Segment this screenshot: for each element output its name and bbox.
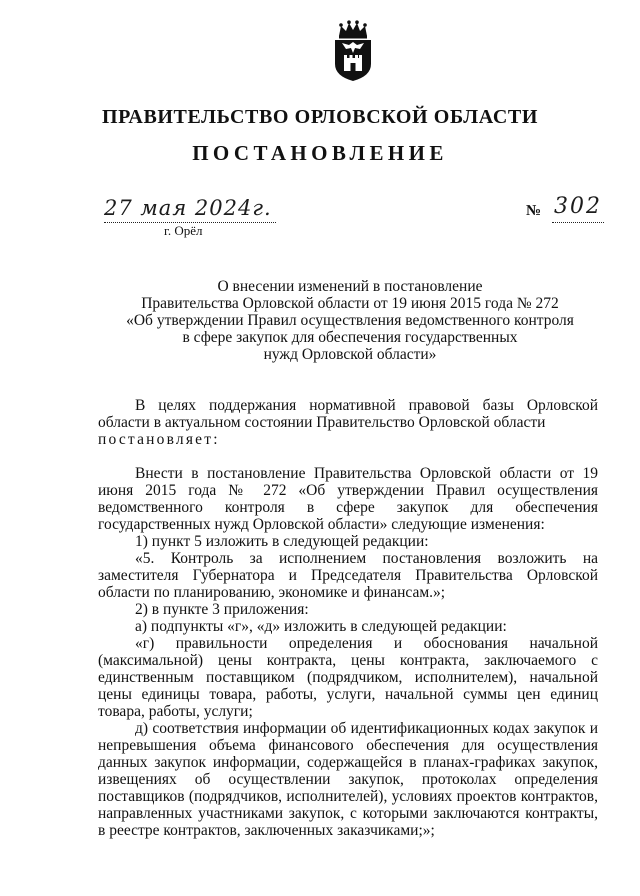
- item-1-paragraph: 1) пункт 5 изложить в следующей редакции:: [135, 533, 429, 550]
- subject-line: О внесении изменений в постановление: [217, 278, 483, 295]
- government-title: ПРАВИТЕЛЬСТВО ОРЛОВСКОЙ ОБЛАСТИ: [102, 106, 538, 128]
- preamble-paragraph: В целях поддержания нормативной правовой базы Орловской области в актуальном состоянии Правительство Орловской области: [98, 397, 598, 431]
- item-1-text-paragraph: «5. Контроль за исполнением постановления возложить на заместителя Губернатора и Председателя Правительства Орловской области по планированию, экономике и финансам.»;: [98, 550, 598, 601]
- document-subject: [95, 278, 605, 363]
- subitem-g-paragraph: «г) правильности определения и обоснования начальной (максимальной) цены контракта, цены контракта, заключаемого с единственным поставщиком (подрядчиком, исполнителем), начальной цены единицы товара, работы, услуги, начальной суммы цен единиц товара, работы, услуги;: [98, 635, 598, 720]
- resolution-word: постановляет:: [98, 431, 220, 448]
- subject-line: в сфере закупок для обеспечения государственных: [182, 329, 518, 346]
- handwritten-date: 27 мая 2024г.: [104, 196, 272, 220]
- amendment-intro-paragraph: Внести в постановление Правительства Орловской области от 19 июня 2015 года № 272 «Об утверждении Правил осуществления ведомственного контроля в сфере закупок для обеспечения государственных нужд Орловской области» следующие изменения:: [98, 465, 598, 533]
- coat-of-arms-icon: [331, 20, 375, 82]
- handwritten-number: 302: [554, 194, 602, 219]
- subitem-a-paragraph: а) подпункты «г», «д» изложить в следующей редакции:: [135, 618, 507, 635]
- subject-line: Правительства Орловской области от 19 июня 2015 года № 272: [141, 295, 559, 312]
- item-2-paragraph: 2) в пункте 3 приложения:: [135, 601, 309, 618]
- city-label: г. Орёл: [164, 223, 203, 238]
- number-sign: №: [526, 203, 542, 219]
- subject-line: «Об утверждении Правил осуществления ведомственного контроля: [126, 312, 574, 329]
- document-type-title: ПОСТАНОВЛЕНИЕ: [192, 141, 448, 165]
- subject-line: нужд Орловской области»: [263, 346, 437, 363]
- subitem-d-paragraph: д) соответствия информации об идентификационных кодах закупок и непревышения объема финансового обеспечения для осуществления данных закупок информации, содержащейся в планах-графиках закупок, извещениях об осуществлении закупок, протоколах определения поставщиков (подрядчиков, исполнителей), условиях проектов контрактов, направленных участниками закупок, с которыми заключаются контракты, в реестре контрактов, заключенных заказчиками;»;: [98, 720, 598, 839]
- number-underline: [552, 222, 604, 223]
